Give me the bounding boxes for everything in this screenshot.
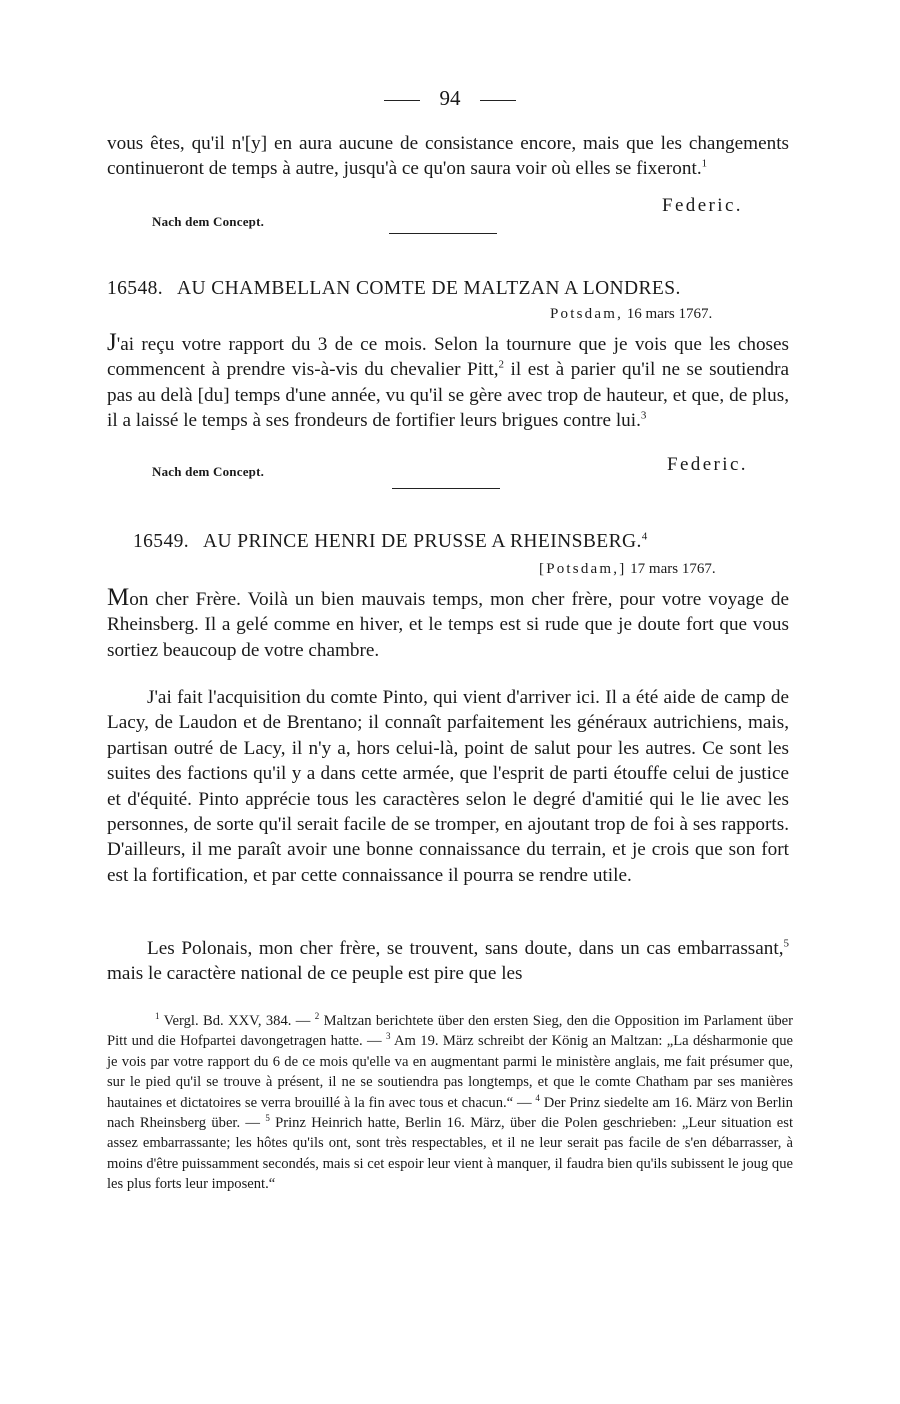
letter-number: 16548. [107,278,164,299]
letter-title: AU CHAMBELLAN COMTE DE MALTZAN A LONDRES. [177,278,681,299]
footnote-text: Maltzan berichtete über den ersten Sieg, den die Opposition im Parlament über Pitt und die Hofpartei davongetragen hatte. — [107,1013,794,1050]
footnote-mark: 1 [155,1011,160,1022]
letter-dateline [539,561,716,578]
footnote-ref: 1 [701,158,708,171]
footnote-text: Prinz Heinrich hatte, Berlin 16. März, über die Polen geschrieben: „Leur situation est assez embarrassante; les hôtes qu'ils ont, sont très respectables, et il ne leur serait pas facile de s'en débarrasser, à moins d'être puissamment secondés, mais si cet espoir leur vient à manquer, il faudra bien qu'ils subissent le joug que les plus forts leur imposent.“ [107,1115,794,1193]
signature: Federic. [667,454,748,475]
page-header [0,86,900,111]
letter-heading [133,531,815,553]
letter-paragraph: J'ai reçu votre rapport du 3 de ce mois. Selon la tournure que je vois que les choses commencent à prendre vis-à-vis du chevalier Pitt,$^2$ il est à parier qu'il ne se soutiendra pas au delà [du] temps d'une année, vu qu'il se gère avec trop de hauteur, et que, de plus, il a laissé le temps à ses frondeurs de fortifier leurs brigues contre lui.$^3$ [107,329,789,432]
signature: Federic. [662,195,743,216]
footnote-text: Der Prinz siedelte am 16. März von Berlin nach Rheinsberg über. — [107,1094,793,1132]
footnote-text: Vergl. Bd. XXV, 384. — [163,1013,315,1029]
drop-cap: J [107,329,117,356]
footnote-text: Am 19. März schreibt der König an Maltzan: „La désharmonie que je vois par votre rapport du 6 de ce mois qu'elle va en augmentant parmi le ministère anglais, me fait présumer que, sur le pied qu'il se trouve à présent, il ne se soutiendra pas longtemps, et que le comte Chatham par ses manières hautaines et dictatoires se verra brouillé à la fin avec tous et chacun.“ — [107,1033,794,1111]
letter-number: 16549. [133,531,190,552]
footnotes [107,1011,793,1195]
footnote-ref: 4 [641,530,648,543]
footnote-mark: 5 [265,1113,270,1124]
section-divider [392,488,500,489]
page-number: 94 [439,86,461,110]
header-dash-right [480,100,516,101]
footnote-mark: 4 [535,1092,540,1103]
letter-paragraph: Les Polonais, mon cher frère, se trouvent, sans doute, dans un cas embarrassant,$^5$ mais le caractère national de ce peuple est pire que les [107,937,789,985]
letter-place: Potsdam, [550,306,624,322]
letter-date: 17 mars 1767. [630,561,716,577]
letter-date: 16 mars 1767. [626,306,713,322]
letter-heading [107,278,789,300]
footnote-mark: 3 [385,1031,391,1042]
letter-title: AU PRINCE HENRI DE PRUSSE A RHEINSBERG. [203,531,642,552]
header-dash-left [384,100,420,101]
footnote-ref: 3 [640,409,647,422]
source-note: Nach dem Concept. [152,214,265,229]
footnote-mark: 2 [314,1011,320,1022]
source-note: Nach dem Concept. [152,464,265,479]
letter-dateline [550,306,712,323]
footnote-ref: 5 [783,937,789,950]
intro-paragraph: vous êtes, qu'il n'[y] en aura aucune de consistance encore, mais que les changements continueront de temps à autre, jusqu'à ce qu'on saura voir où elles se fixeront.$^1$ [107,133,789,180]
letter-paragraph: Mon cher Frère. Voilà un bien mauvais temps, mon cher frère, pour votre voyage de Rheinsberg. Il a gelé comme en hiver, et le temps est si rude que je doute fort que vous sortiez beaucoup de votre chambre. [107,584,789,661]
footnote-ref: 2 [498,359,504,372]
section-divider [389,233,497,234]
letter-paragraph: J'ai fait l'acquisition du comte Pinto, qui vient d'arriver ici. Il a été aide de camp de Lacy, de Laudon et de Brentano; il connaît parfaitement les généraux autrichiens, mais, partisan outré de Lacy, il n'y a, hors celui-là, point de salut pour les autres. Ce sont les suites des factions qu'il y a dans cette armée, que l'esprit de parti étouffe celui de justice et d'équité. Pinto apprécie tous les caractères selon le degré d'amitié qui le lie avec les personnes, de sorte qu'il serait facile de se tromper, en ajoutant trop de foi à ses rapports. D'ailleurs, il me paraît avoir une bonne connaissance du terrain, et je crois que son fort est la fortification, et par cette connaissance il pourra se rendre utile. [107,687,789,886]
letter-place: [Potsdam,] [539,561,627,577]
drop-cap: M [107,584,130,611]
